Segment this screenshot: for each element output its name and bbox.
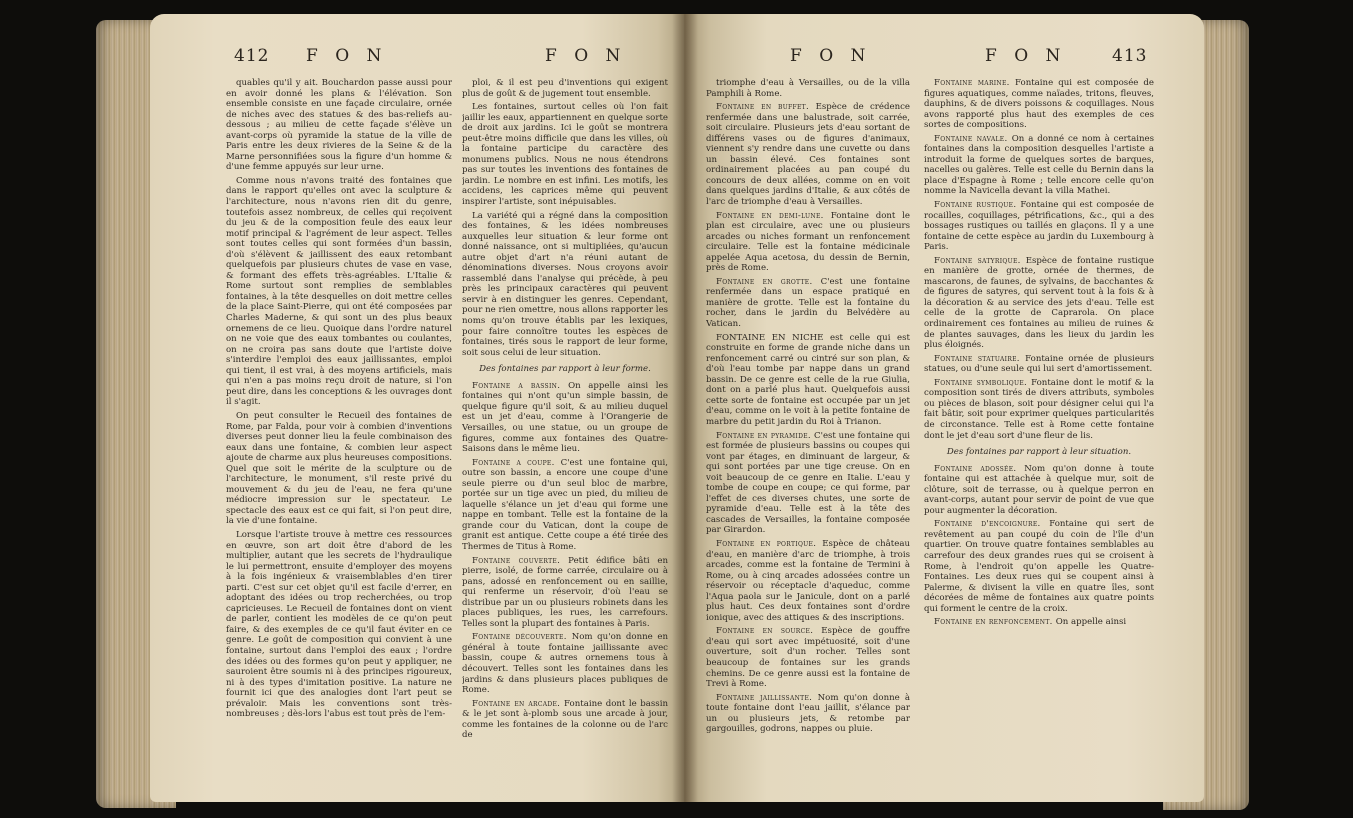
entry-heading: Fontaine en renfoncement. <box>934 617 1056 628</box>
entry-heading: Fontaine marine. <box>934 78 1016 88</box>
entry-heading: Fontaine adossée. <box>934 463 1025 474</box>
entry-heading: Fontaine navale. <box>934 133 1012 144</box>
entry-heading: Fontaine couverte. <box>472 555 569 566</box>
paragraph: Fontaine en renfoncement. On appelle ainsi <box>934 617 1127 628</box>
paragraph: Fontaine en buffet. Espèce de crédence renfermée dans une balustrade, soit carrée, soit circulaire. Plusieurs jets d'eau sortant de différens vases ou de figures d'animaux, viennent s'y rendre dans une cuvette ou dans un bassin élevé. Ces fontaines sont ordinairement placées au pan coupé du concours de deux allées, comme on en voit dans quelques jardins d'Italie, & aux côtés de l'arc de triomphe d'eau à Versailles. <box>706 102 911 208</box>
right-page-column-2 <box>924 78 1154 631</box>
paragraph: Fontaine d'encoignure. Fontaine qui sert de revêtement au pan coupé du coin de l'île d'un quartier. On trouve quatre fontaines semblables au carrefour des deux grandes rues qui se croisent à Rome, à l'endroit qu'on appelle les Quatre-Fontaines. Les deux rues qui se coupent ainsi à Palerme, & divisent la ville en quatre îles, sont décorées de même de fontaines aux quatre points qui forment le centre de la croix. <box>924 519 1154 614</box>
paragraph: ploi, & il est peu d'inventions qui exigent plus de goût & de jugement tout ensemble. <box>462 78 668 99</box>
paragraph: Fontaine symbolique. Fontaine dont le motif & la composition sont tirés de divers attributs, symboles ou pièces de blason, soit pour désigner celui qui l'a fait bâtir, soit pour exprimer quelques particularités de circonstance. Telle est à Rome cette fontaine dont le jet d'eau sort d'une fleur de lis. <box>924 377 1155 441</box>
entry-heading: Fontaine satyrique. <box>934 255 1026 266</box>
entry-heading: Fontaine en portique. <box>716 538 823 549</box>
entry-heading: Fontaine rustique. <box>934 200 1021 211</box>
paragraph: Fontaine en portique. Espèce de château d'eau, en manière d'arc de triomphe, à trois arcades, comme est la fontaine de Termini à Rome, ou à cinq arcades adossées contre un réservoir ou réceptacle d'aqueduc, comme l'Aqua paola sur le Janicule, dont on a parlé plus haut. Ces deux fontaines sont d'ordre ionique, avec des attiques & des inscriptions. <box>706 538 910 623</box>
paragraph: Fontaine a coupe. C'est une fontaine qui, outre son bassin, a encore une coupe d'une seule pierre ou d'un seul bloc de marbre, portée sur un tige avec un pied, du milieu de laquelle s'élance un jet d'eau qui forme une nappe en tombant. Telle est la fontaine de la grande cour du Vatican, dont la coupe de granit est antique. Cette coupe a été tirée des Thermes de Titus à Rome. <box>462 457 668 552</box>
paragraph: Fontaine en grotte. C'est une fontaine renfermée dans un espace pratiqué en manière de grotte. Telle est la fontaine du rocher, dans le jardin du Belvédère au Vatican. <box>706 276 910 330</box>
paragraph: Fontaine satyrique. Espèce de fontaine rustique en manière de grotte, ornée de thermes, de mascarons, de faunes, de sylvains, de bacchantes & de figures de satyres, qui servent tout à la fois & à la décoration & au service des jets d'eau. Telle est celle de la grotte de Caprarola. On place ordinairement ces fontaines au milieu de ruines & de plantes sauvages, dans les lieux du jardin les plus éloignés. <box>924 255 1155 351</box>
right-running-head-1: F O N <box>790 46 872 66</box>
entry-heading: Fontaine en source. <box>716 626 822 637</box>
paragraph: Lorsque l'artiste trouve à mettre ces ressources en œuvre, son art doit être d'abord de les multiplier, autant que les secrets de l'hydraulique le lui permettront, ensuite d'employer des moyens à la fois ingénieux & vraisemblables d'en tirer parti. C'est sur cet objet qu'il est facile d'errer, en adoptant des idées ou trop recherchées, ou trop capricieuses. Le Recueil de fontaines dont on vient de parler, contient les modèles de ce qu'on peut faire, & des exemples de ce qu'il faut éviter en ce genre. Le goût de composition qui convient à une fontaine, surtout dans l'emploi des eaux ; l'ordre des idées ou des formes qu'on peut y appliquer, ne sauroient être soumis ni à des principes rigoureux, ni à des types d'imitation positive. La nature ne fournit ici que des analogies dont l'art peut se prévaloir. Mais les conventions sont très-nombreuses ; dès-lors l'abus est tout près de l'em- <box>226 529 452 720</box>
entry-heading: Fontaine symbolique. <box>934 377 1032 388</box>
paragraph: Fontaine adossée. Nom qu'on donne à toute fontaine qui est attachée à quelque mur, soit de clôture, soit de terrasse, ou à quelque perron en avant-corps, autant pour servir de point de vue que pour augmenter la décoration. <box>924 463 1155 516</box>
paragraph: Fontaine découverte. Nom qu'on donne en général à toute fontaine jaillissante avec bassin, coupe & autres ornemens tous à découvert. Telles sont les fontaines dans les jardins & dans plusieurs places publiques de Rome. <box>462 632 668 696</box>
entry-heading: Fontaine a bassin. <box>472 380 569 391</box>
paragraph: Fontaine marine. Fontaine qui est composée de figures aquatiques, comme naïades, tritons, fleuves, dauphins, & de divers poissons & coquillages. Nous avons rapporté plus haut des exemples de ces sortes de compositions. <box>924 78 1154 131</box>
paragraph: Fontaine en demi-lune. Fontaine dont le plan est circulaire, avec une ou plusieurs arcades ou niches formant un renfoncement circulaire. Telle est la fontaine médicinale appelée Aqua acetosa, du dessin de Bernin, près de Rome. <box>706 210 911 274</box>
entry-heading: Fontaine en demi-lune. <box>716 210 831 221</box>
entry-heading: Fontaine jaillissante. <box>716 692 818 703</box>
section-heading: Des fontaines par rapport à leur situation. <box>946 447 1132 458</box>
entry-heading: Fontaine a coupe. <box>472 457 561 468</box>
paragraph: triomphe d'eau à Versailles, ou de la villa Pamphili à Rome. <box>706 78 910 99</box>
paragraph: On peut consulter le Recueil des fontaines de Rome, par Falda, pour voir à combien d'inventions diverses peut donner lieu la feule combinaison des eaux dans une fontaine, & combien leur aspect ajoute de charme aux plus heureuses compositions. Quel que soit le mérite de la sculpture ou de l'architecture, le monument, s'il reste privé du mouvement & du jeu de l'eau, ne fera qu'une médiocre impression sur le spectateur. Le spectacle des eaux est ce qui fait, si l'on peut dire, la vie d'une fontaine. <box>226 410 452 527</box>
book-gutter <box>672 14 698 802</box>
entry-heading: Fontaine d'encoignure. <box>934 519 1050 530</box>
right-page-column-1 <box>706 78 910 738</box>
paragraph: FONTAINE EN NICHE est celle qui est construite en forme de grande niche dans un renfoncement carré ou cintré sur son plan, & d'où l'eau tombe par nappe dans un grand bassin. De ce genre est celle de la rue Giulia, dont on a parlé plus haut. Quelquefois aussi cette sorte de fontaine est occupée par un jet d'eau, comme on le voit à la petite fontaine de marbre du petit jardin du Roi à Trianon. <box>706 332 910 427</box>
entry-heading: Fontaine en buffet. <box>716 102 816 113</box>
paragraph: Comme nous n'avons traité des fontaines que dans le rapport qu'elles ont avec la sculpture & l'architecture, nous n'avons rien dit du genre, toutefois assez nombreux, de celles qui reçoivent du jeu & de la composition feule des eaux leur motif principal & l'agrément de leur aspect. Telles sont toutes celles qui sont formées d'un bassin, d'où s'élèvent & jaillissent des eaux retombant quelquefois par plusieurs chutes de vase en vase, & formant des effets très-agréables. L'Italie & Rome surtout sont remplies de semblables fontaines, à la tête desquelles on doit mettre celles de la place Saint-Pierre, qui ont été composées par Charles Maderne, & qui sont un des plus beaux ornemens de ce lieu. Quoique dans l'ordre naturel on ne voie que des eaux tombantes ou coulantes, on ne croira pas sans doute que l'artiste doive s'interdire l'emploi des eaux jaillissantes, emploi qui tient, il est vrai, à des moyens artificiels, mais qui n'en a pas moins reçu droit de nature, si l'on peut dire, dans les conceptions & les ouvrages dont il s'agit. <box>226 175 453 408</box>
section-heading: Des fontaines par rapport à leur forme. <box>479 364 651 375</box>
paragraph: Fontaine navale. On a donné ce nom à certaines fontaines dans la composition desquelles l'artiste a introduit la forme de quelques sortes de barques, nacelles ou galères. Telle est celle du Bernin dans la place d'Espagne à Rome ; telle encore celle qu'on nomme la Navicella devant la villa Mathei. <box>924 133 1154 197</box>
right-running-head-2: F O N <box>985 46 1067 66</box>
paragraph: Fontaine jaillissante. Nom qu'on donne à toute fontaine dont l'eau jaillit, s'élance par un ou plusieurs jets, & retombe par gargouilles, godrons, nappes ou pluie. <box>706 692 910 735</box>
left-page-number: 412 <box>234 46 270 66</box>
paragraph: Fontaine en pyramide. C'est une fontaine qui est formée de plusieurs bassins ou coupes qui vont par étages, en diminuant de largeur, & qui sont portées par une tige creuse. On en voit beaucoup de ce genre en Italie. L'eau y tombe de coupe en coupe; ce qui forme, par l'effet de ces diverses chutes, une sorte de pyramide d'eau. Telle est à la tête des cascades de Versailles, la fontaine composée par Girardon. <box>706 430 910 536</box>
paragraph: Fontaine rustique. Fontaine qui est composée de rocailles, coquillages, pétrifications, &c., qui a des bossages rustiques ou taillés en glaçons. Il y a une fontaine de cette espèce au jardin du Luxembourg à Paris. <box>924 200 1154 253</box>
left-running-head-2: F O N <box>545 46 627 66</box>
paragraph: Fontaine couverte. Petit édifice bâti en pierre, isolé, de forme carrée, circulaire ou à pans, adossé en renfoncement ou en saillie, qui renferme un réservoir, d'où l'eau se distribue par un ou plusieurs robinets dans les places publiques, les rues, les carrefours. Telles sont la plupart des fontaines à Paris. <box>462 555 669 629</box>
paragraph: Fontaine en arcade. Fontaine dont le bassin & le jet sont à-plomb sous une arcade à jour, comme les fontaines de la colonne ou de l'arc de <box>462 698 668 741</box>
left-page-column-2 <box>462 78 668 744</box>
paragraph: Les fontaines, surtout celles où l'on fait jaillir les eaux, appartiennent en quelque sorte de droit aux jardins. Ici le goût se montrera peut-être moins difficile que dans les villes, où la fontaine participe du caractère des monumens publics. Nous ne nous étendrons pas sur toutes les inventions des fontaines de jardin. Le nombre en est infini. Les motifs, les accidens, les caprices même qui peuvent inspirer l'artiste, sont inépuisables. <box>462 102 668 208</box>
left-running-head-1: F O N <box>306 46 388 66</box>
right-page-number: 413 <box>1112 46 1148 66</box>
entry-heading: Fontaine découverte. <box>472 632 572 643</box>
paragraph: Fontaine statuaire. Fontaine ornée de plusieurs statues, ou d'une seule qui lui sert d'amortissement. <box>924 353 1154 375</box>
paragraph: quables qu'il y ait. Bouchardon passe aussi pour en avoir donné les plans & l'élévation. Son ensemble consiste en une façade circulaire, ornée de niches avec des statues & des bas-reliefs au-dessous ; au milieu de cette façade s'élève un avant-corps où pyramide la statue de la ville de Paris entre les deux rivieres de la Seine & de la Marne personnifiées sous la figure d'un homme & d'une femme appuyés sur leur urne. <box>226 78 452 173</box>
paragraph: Fontaine a bassin. On appelle ainsi les fontaines qui n'ont qu'un simple bassin, de quelque figure qu'il soit, & au milieu duquel est un jet d'eau, comme à l'Orangerie de Versailles, ou une statue, ou un groupe de figures, comme aux fontaines des Quatre-Saisons dans le même lieu. <box>462 380 668 455</box>
entry-heading: Fontaine en pyramide. <box>716 430 814 441</box>
paragraph: Fontaine en source. Espèce de gouffre d'eau qui sort avec impétuosité, soit d'une ouverture, soit d'un rocher. Telles sont beaucoup de fontaines sur les grands chemins. De ce genre aussi est la fontaine de Trevi à Rome. <box>706 626 910 690</box>
entry-heading: Fontaine statuaire. <box>934 353 1026 364</box>
entry-heading: Fontaine en grotte. <box>716 276 821 287</box>
left-page-column-1 <box>226 78 452 723</box>
entry-heading: Fontaine en arcade. <box>472 698 565 709</box>
paragraph: La variété qui a régné dans la composition des fontaines, & les idées nombreuses auxquelles leur situation & leur forme ont donné naissance, ont si multipliées, qu'aucun autre objet d'art n'a réuni autant de dénominations diverses. Nous croyons avoir rassemblé dans l'analyse qui précède, à peu près les principaux caractères qui peuvent servir à en distinguer les genres. Cependant, pour ne rien omettre, nous allons rapporter les noms qu'on trouve établis par les lexiques, pour faire connoître toutes les espèces de fontaines, tirés sous le rapport de leur forme, soit sous celui de leur situation. <box>462 210 668 358</box>
